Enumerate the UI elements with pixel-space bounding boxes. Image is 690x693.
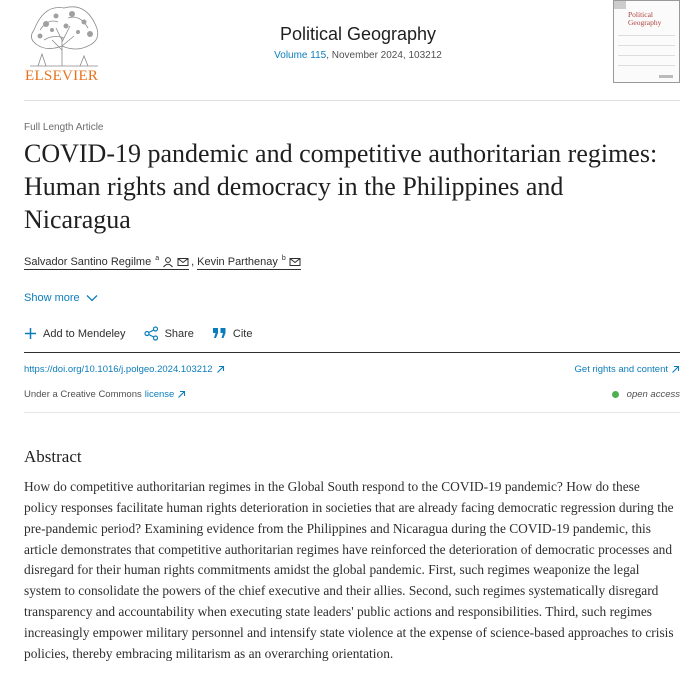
rights-text: Get rights and content xyxy=(574,364,668,375)
person-icon[interactable] xyxy=(162,256,174,268)
cover-title-line: Geography xyxy=(628,18,662,27)
open-access-label: open access xyxy=(626,389,680,400)
journal-title[interactable]: Political Geography xyxy=(279,24,437,44)
author-separator: , xyxy=(191,256,195,268)
envelope-icon[interactable] xyxy=(177,256,189,268)
cite-button[interactable] xyxy=(212,327,253,340)
journal-issue-info xyxy=(0,50,690,61)
volume-link[interactable]: Volume 115 xyxy=(274,50,327,61)
header-divider xyxy=(24,100,680,101)
author-link[interactable] xyxy=(24,256,189,270)
license-link[interactable]: license xyxy=(144,389,175,400)
doi-text: https://doi.org/10.1016/j.polgeo.2024.103212 xyxy=(24,364,213,375)
license-prefix: Under a Creative Commons xyxy=(24,389,142,400)
cover-line xyxy=(618,35,675,36)
meta-divider xyxy=(24,412,680,413)
open-access-badge xyxy=(612,389,680,400)
doi-link[interactable] xyxy=(24,364,225,375)
mendeley-label: Add to Mendeley xyxy=(43,327,126,340)
share-label: Share xyxy=(164,327,194,340)
cover-line xyxy=(618,65,675,66)
author-link[interactable] xyxy=(197,256,301,270)
quote-icon xyxy=(212,327,227,340)
cover-title-line: Political xyxy=(628,10,653,19)
external-link-icon xyxy=(177,390,186,399)
abstract-body: How do competitive authoritarian regimes in the Global South respond to the COVID-19 pandemic? How do these policy responses facilitate human rights deterioration in societies that are already facing democratic regression during the pre-pandemic period? Examining evidence from the Philippines and Nicaragua during the COVID-19 pandemic, this article demonstrates that competitive authoritarian regimes have reinforced the deterioration of democratic processes and disregard for their human rights commitments amidst the global pandemic. First, such regimes weaponize the legal system to consolidate the powers of the chief executive and their allies. Second, such regimes systematically disregard transparency and accountability when executing state leaders' public actions and responsibilities. Third, such regimes increasingly empower military personnel and intensify state violence at the expense of science-based approaches to crisis policies, thereby embracing militarism as an overarching orientation. xyxy=(24,479,674,661)
add-to-mendeley-button[interactable] xyxy=(24,327,126,340)
share-icon xyxy=(144,326,159,341)
open-access-dot-icon xyxy=(612,391,619,398)
cover-line xyxy=(618,45,675,46)
rights-link[interactable] xyxy=(575,364,680,375)
abstract-heading: Abstract xyxy=(24,447,82,466)
license-info xyxy=(24,389,186,400)
cite-label: Cite xyxy=(232,327,253,340)
plus-icon xyxy=(24,327,37,340)
author-name: Salvador Santino Regilme xyxy=(24,256,152,268)
chevron-down-icon xyxy=(86,294,98,302)
author-list xyxy=(24,256,301,270)
cover-title xyxy=(628,11,661,27)
journal-header xyxy=(0,0,690,101)
show-more-label: Show more xyxy=(24,292,80,304)
article-actions xyxy=(24,326,270,341)
article-title: COVID-19 pandemic and competitive authoritarian regimes: Human rights and democracy in the Philippines and Nicaragua xyxy=(24,139,658,234)
cover-decoration xyxy=(614,1,626,9)
external-link-icon xyxy=(671,365,680,374)
journal-cover-thumbnail[interactable] xyxy=(613,0,680,83)
cover-line xyxy=(618,55,675,56)
author-name: Kevin Parthenay xyxy=(197,256,278,268)
cover-decoration xyxy=(659,75,673,78)
affiliation-marker: b xyxy=(281,254,286,262)
article-type: Full Length Article xyxy=(24,122,104,133)
issue-details: , November 2024, 103212 xyxy=(326,50,442,61)
external-link-icon xyxy=(216,365,225,374)
envelope-icon[interactable] xyxy=(289,256,301,268)
show-more-button[interactable] xyxy=(24,292,98,304)
affiliation-marker: a xyxy=(155,254,160,262)
share-button[interactable] xyxy=(144,326,194,341)
elsevier-wordmark[interactable]: ELSEVIER xyxy=(25,68,99,84)
actions-divider xyxy=(24,352,680,353)
